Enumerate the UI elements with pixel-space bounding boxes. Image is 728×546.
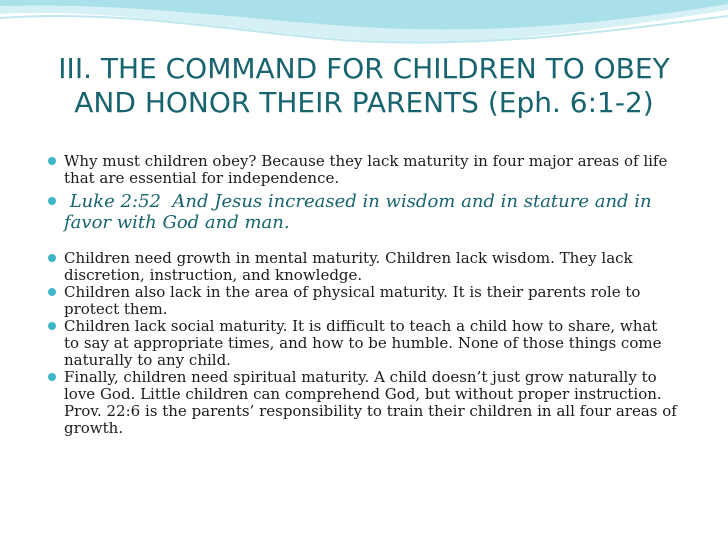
bullet-line: naturally to any child. (64, 351, 231, 369)
bullet-line: Children need growth in mental maturity. Children lack wisdom. They lack (64, 249, 633, 267)
bullet-dot-icon (48, 197, 56, 205)
bullet-item (20, 318, 700, 369)
slide-title (20, 52, 708, 120)
bullet-text (64, 191, 700, 233)
header-wave-decoration (0, 0, 728, 60)
bullet-line: Luke 2:52 And Jesus increased in wisdom and in stature and in (64, 191, 652, 212)
bullet-line: love God. Little children can comprehend God, but without proper instruction. (64, 385, 662, 403)
bullet-dot-icon (48, 157, 56, 165)
bullet-list (20, 153, 700, 437)
bullet-line: Prov. 22:6 is the parents’ responsibility to train their children in all four areas of (64, 402, 677, 420)
bullet-dot-icon (48, 373, 56, 381)
bullet-text (64, 284, 700, 318)
bullet-line: growth. (64, 419, 124, 437)
bullet-dot-icon (48, 288, 56, 296)
title-line-1: III. THE COMMAND FOR CHILDREN TO OBEY (58, 52, 670, 85)
bullet-dot-icon (48, 254, 56, 262)
bullet-line: to say at appropriate times, and how to be humble. None of those things come (64, 334, 662, 352)
bullet-text (64, 250, 700, 284)
bullet-line: Children lack social maturity. It is difficult to teach a child how to share, what (64, 317, 658, 335)
bullet-line: discretion, instruction, and knowledge. (64, 266, 363, 284)
bullet-line: Children also lack in the area of physical maturity. It is their parents role to (64, 283, 641, 301)
bullet-item (20, 284, 700, 318)
bullet-item (20, 250, 700, 284)
bullet-text (64, 153, 700, 187)
title-line-2: AND HONOR THEIR PARENTS (Eph. 6:1-2) (74, 86, 654, 119)
bullet-line: that are essential for independence. (64, 169, 340, 187)
bullet-text (64, 318, 700, 369)
bullet-line: Finally, children need spiritual maturity. A child doesn’t just grow naturally to (64, 368, 657, 386)
bullet-line: favor with God and man. (64, 212, 290, 233)
bullet-item (20, 369, 700, 437)
bullet-item (20, 153, 700, 187)
bullet-text (64, 369, 700, 437)
bullet-line: protect them. (64, 300, 168, 318)
bullet-line: Why must children obey? Because they lack maturity in four major areas of life (64, 152, 668, 170)
bullet-item-scripture-quote (20, 191, 700, 233)
bullet-dot-icon (48, 322, 56, 330)
